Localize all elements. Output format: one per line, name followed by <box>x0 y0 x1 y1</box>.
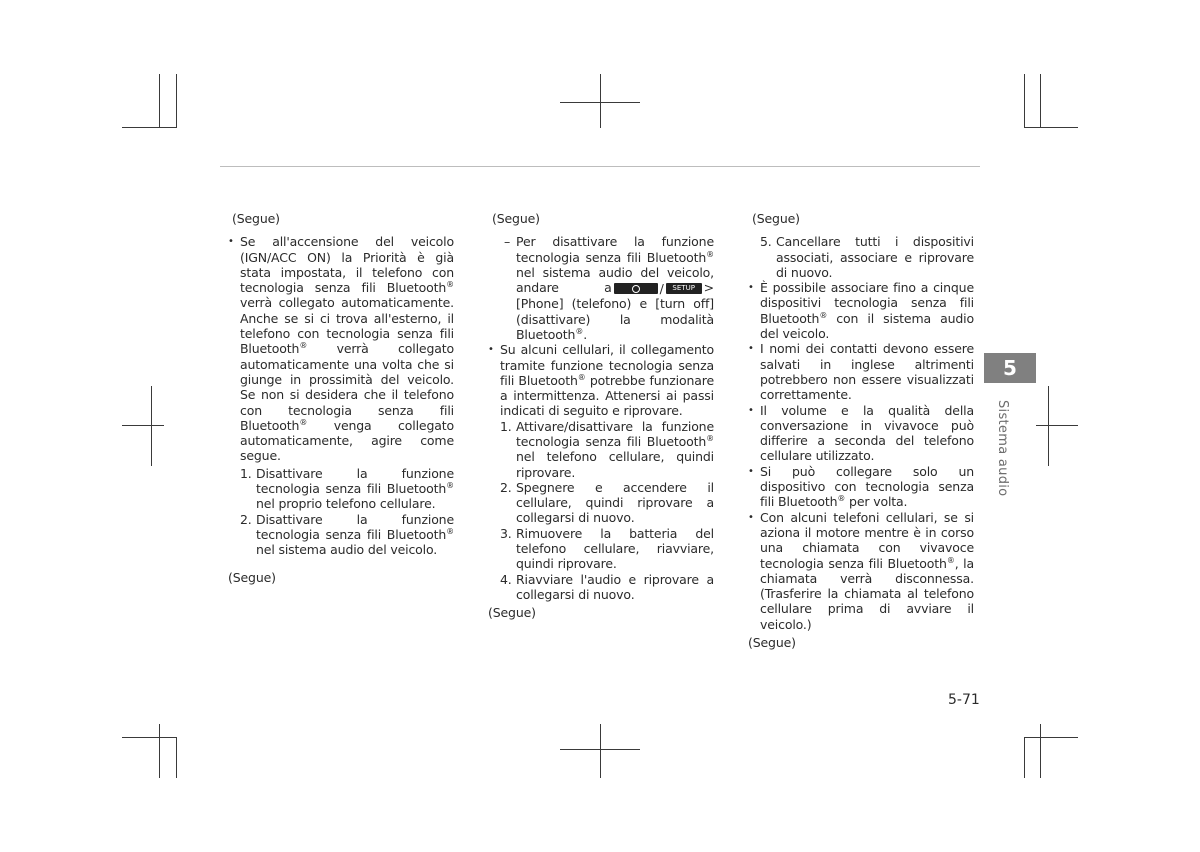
step-item: 4. Riavviare l'audio e riprovare a collegarsi di nuovo. <box>500 571 714 602</box>
crop-mark <box>151 386 152 466</box>
bullet-item: • Il volume e la qualità della conversazione in vivavoce può differire a seconda del telefono cellulare utilizzato. <box>748 403 974 464</box>
crop-mark <box>1024 737 1078 738</box>
crop-mark <box>1024 127 1078 128</box>
crop-mark <box>176 737 177 778</box>
step-item: 2. Spegnere e accendere il cellulare, quindi riprovare a collegarsi di nuovo. <box>500 479 714 526</box>
continued-label: (Segue) <box>492 211 540 226</box>
setup-button-icons: / SETUP <box>614 281 702 296</box>
crop-mark <box>159 724 160 778</box>
continued-label: (Segue) <box>228 569 276 585</box>
bullet-item: • Se all'accensione del veicolo (IGN/ACC ON) la Priorità è già stata impostata, il telefono con tecnologia senza fili Bluetooth® verrà collegato automaticamente. Anche se si ci trova all'esterno, il telefono con tecnologia senza fili Bluetooth® verrà collegato automaticamente una volta che si giunge in prossimità del veicolo. Se non si desidera che il telefono con tecnologia senza fili Bluetooth® venga collegato automaticamente, agire come segue. <box>228 234 454 463</box>
chapter-number-tab: 5 <box>984 353 1036 383</box>
crop-mark <box>122 425 164 426</box>
bullet-item: • È possibile associare fino a cinque dispositivi tecnologia senza fili Bluetooth® con il sistema audio del veicolo. <box>748 280 974 341</box>
step-item: 2. Disattivare la funzione tecnologia senza fili Bluetooth® nel sistema audio del veicolo. <box>240 511 454 558</box>
bullet-item: • I nomi dei contatti devono essere salvati in inglese altrimenti potrebbero non essere visualizzati correttamente. <box>748 341 974 402</box>
step-item: 1. Attivare/disattivare la funzione tecnologia senza fili Bluetooth® nel telefono cellulare, quindi riprovare. <box>500 418 714 480</box>
crop-mark <box>1040 74 1041 128</box>
text-column-2 <box>488 211 714 621</box>
crop-mark <box>1040 724 1041 778</box>
continued-label: (Segue) <box>752 211 800 226</box>
text-column-1 <box>228 211 454 585</box>
step-item: 3. Rimuovere la batteria del telefono cellulare, riavviare, quindi riprovare. <box>500 525 714 572</box>
step-item: 5. Cancellare tutti i dispositivi associati, associare e riprovare di nuovo. <box>760 234 974 280</box>
crop-mark <box>1024 74 1025 128</box>
continued-label: (Segue) <box>488 605 536 621</box>
bullet-item: • Su alcuni cellulari, il collegamento tramite funzione tecnologia senza fili Bluetooth® potrebbe funzionare a intermittenza. Attenersi ai passi indicati di seguito e riprovare. <box>488 342 714 418</box>
home-button-icon <box>614 283 658 294</box>
crop-mark <box>600 74 601 128</box>
crop-mark <box>176 74 177 128</box>
continued-label: (Segue) <box>748 635 796 651</box>
crop-mark <box>1036 425 1078 426</box>
dash-item: – Per disattivare la funzione tecnologia senza fili Bluetooth® nel sistema audio del veicolo, andare a / SETUP > [Phone] (telefono) e [turn off] (disattivare) la modalità Bluetooth®. <box>488 234 714 342</box>
crop-mark <box>1024 737 1025 778</box>
bullet-item: • Si può collegare solo un dispositivo con tecnologia senza fili Bluetooth® per volta. <box>748 464 974 510</box>
text-column-3 <box>748 211 974 650</box>
setup-button-icon: SETUP <box>666 283 702 294</box>
step-item: 1. Disattivare la funzione tecnologia senza fili Bluetooth® nel proprio telefono cellulare. <box>240 465 454 512</box>
chapter-title: Sistema audio <box>995 400 1010 497</box>
crop-mark <box>159 74 160 128</box>
crop-mark <box>1048 386 1049 466</box>
continued-label: (Segue) <box>232 211 280 226</box>
page-number: 5-71 <box>948 692 980 708</box>
crop-mark <box>122 737 176 738</box>
crop-mark <box>122 127 176 128</box>
crop-mark <box>600 724 601 778</box>
header-rule <box>220 166 980 167</box>
bullet-item: • Con alcuni telefoni cellulari, se si aziona il motore mentre è in corso una chiamata con vivavoce tecnologia senza fili Bluetooth®, la chiamata verrà disconnessa. (Trasferire la chiamata al telefono cellulare prima di avviare il veicolo.) <box>748 510 974 632</box>
